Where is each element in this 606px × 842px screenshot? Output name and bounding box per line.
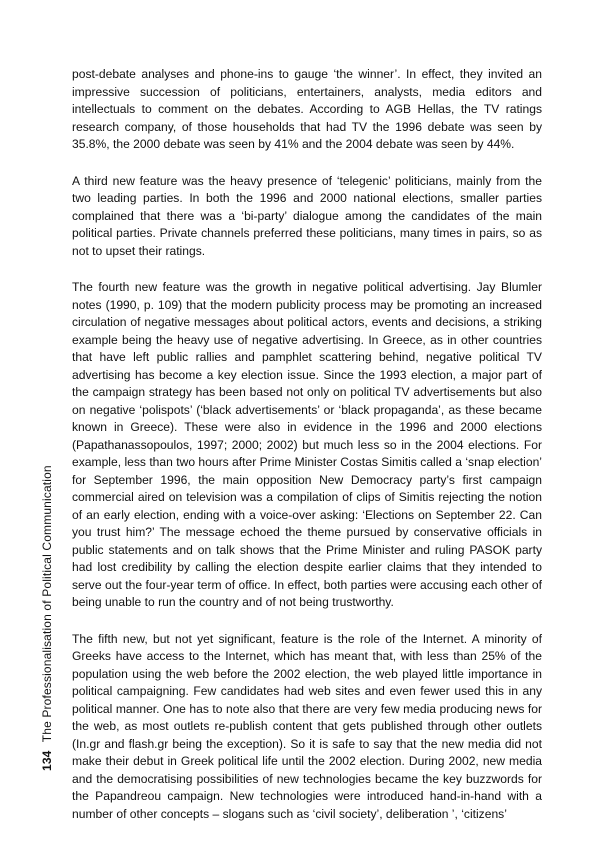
body-text <box>72 66 542 842</box>
paragraph-debate-ratings: post-debate analyses and phone-ins to gauge ‘the winner’. In effect, they invited an impressive succession of politicians, entertainers, analysts, media editors and intellectuals to comment on the debates. According to AGB Hellas, the TV ratings research company, of those households that had TV the 1996 debate was seen by 35.8%, the 2000 debate was seen by 41% and the 2004 debate was seen by 44%. <box>72 67 542 151</box>
running-header <box>40 465 54 771</box>
book-title: The Professionalisation of Political Communication <box>40 465 54 743</box>
paragraph-telegenic-politicians: A third new feature was the heavy presence of ‘telegenic’ politicians, mainly from the two leading parties. In both the 1996 and 2000 national elections, smaller parties complained that there was a ‘bi-party’ dialogue among the candidates of the main political parties. Private channels preferred these politicians, many times in pairs, so as not to upset their ratings. <box>72 173 542 258</box>
page-number: 134 <box>40 750 54 771</box>
paragraph-internet-role: The fifth new, but not yet significant, feature is the role of the Internet. A minority of Greeks have access to the Internet, which has meant that, with less than 25% of the population using the web before the 2002 election, the web played little importance in political campaigning. Few candidates had web sites and even fewer used this in any political manner. One has to note also that there are very few media producing news for the web, as most outlets re-publish content that gets published through other outlets (In.gr and flash.gr being the exception). So it is safe to say that the new media did not make their debut in Greek political life until the 2002 election. During 2002, new media and the democratising possibilities of new technologies became the key buzzwords for the Papandreou campaign. New technologies were introduced hand-in-hand with a number of other concepts – slogans such as ‘civil society’, deliberation ’, ‘citizens’ <box>72 631 542 821</box>
paragraph-negative-advertising: The fourth new feature was the growth in negative political advertising. Jay Blumler notes (1990, p. 109) that the modern publicity process may be promoting an increased circulation of negative messages about political actors, events and decisions, a striking example being the heavy use of negative advertising. In Greece, as in other countries that have left public rallies and pamphlet scattering behind, negative political TV advertising has become a key election issue. Since the 1993 election, a major part of the campaign strategy has been based not only on political TV advertisements but also on negative ‘polispots’ (‘black advertisements’ or ‘black propaganda’, as these became known in Greece). These were also in evidence in the 1996 and 2000 elections (Papathanassopoulos, 1997; 2000; 2002) but much less so in the 2004 elections. For example, less than two hours after Prime Minister Costas Simitis called a ‘snap election’ for September 1996, the main opposition New Democracy party’s first campaign commercial aired on television was a compilation of clips of Simitis rejecting the notion of an early election, ending with a voice-over asking: ‘Elections on September 22. Can you trust him?’ The message echoed the theme pursued by conservative officials in public statements and on talk shows that the Prime Minister and ruling PASOK party had lost credibility by calling the election despite earlier claims that they intended to serve out the four-year term of office. In effect, both parties were accusing each other of being unable to run the country and of not being trustworthy. <box>72 280 542 609</box>
